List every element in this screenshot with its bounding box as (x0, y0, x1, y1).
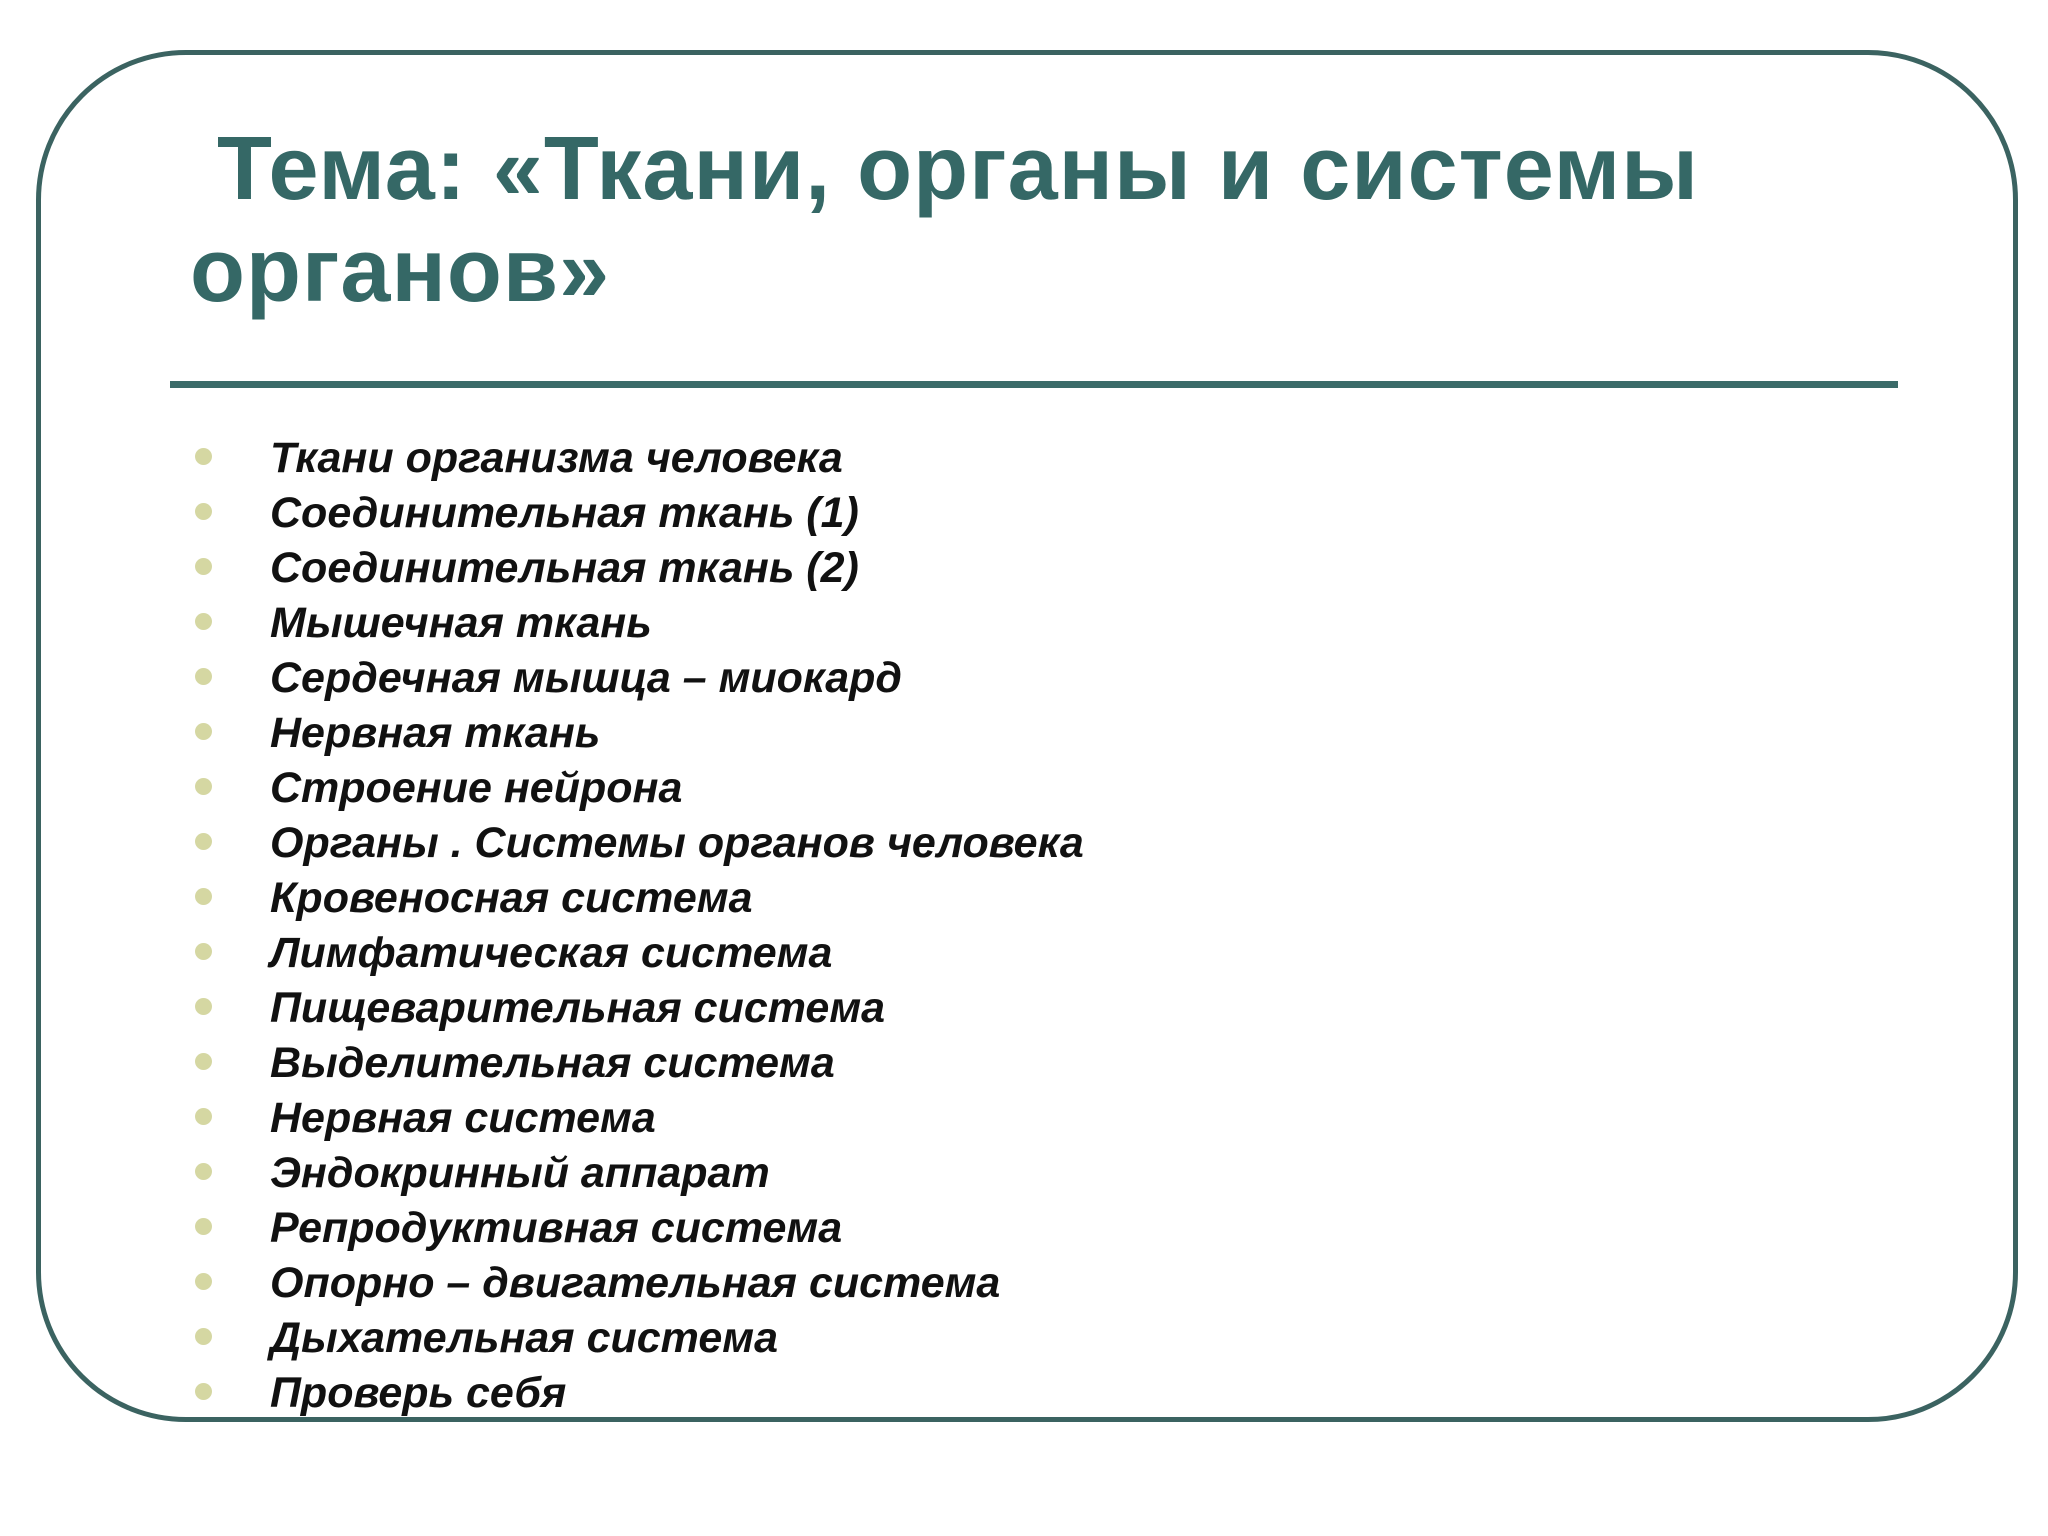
bullet-icon (195, 943, 212, 960)
bullet-icon (195, 1053, 212, 1070)
topic-item-neuron-structure[interactable] (190, 761, 1690, 816)
topic-item-digestive-system[interactable] (190, 981, 1690, 1036)
topic-link[interactable]: Лимфатическая система (270, 929, 833, 977)
topic-item-connective-tissue-2[interactable] (190, 541, 1690, 596)
bullet-icon (195, 668, 212, 685)
topic-item-musculoskeletal-system[interactable] (190, 1256, 1690, 1311)
topic-list (190, 431, 1690, 1421)
topic-item-tissues-human[interactable] (190, 431, 1690, 486)
bullet-icon (195, 833, 212, 850)
bullet-icon (195, 778, 212, 795)
bullet-icon (195, 613, 212, 630)
topic-link[interactable]: Нервная система (270, 1094, 656, 1142)
bullet-icon (195, 998, 212, 1015)
topic-link[interactable]: Сердечная мышца – миокард (270, 654, 903, 702)
topic-link[interactable]: Пищеварительная система (270, 984, 886, 1032)
topic-item-endocrine-apparatus[interactable] (190, 1146, 1690, 1201)
topic-link[interactable]: Нервная ткань (270, 709, 601, 757)
topic-item-excretory-system[interactable] (190, 1036, 1690, 1091)
topic-link[interactable]: Репродуктивная система (270, 1204, 843, 1252)
topic-link[interactable]: Эндокринный аппарат (270, 1149, 770, 1197)
topic-link[interactable]: Мышечная ткань (270, 599, 652, 647)
topic-link[interactable]: Выделительная система (270, 1039, 835, 1087)
bullet-icon (195, 1218, 212, 1235)
topic-item-self-check[interactable] (190, 1366, 1690, 1421)
topic-item-nervous-system[interactable] (190, 1091, 1690, 1146)
bullet-icon (195, 448, 212, 465)
topic-item-lymphatic-system[interactable] (190, 926, 1690, 981)
topic-link[interactable]: Органы . Системы органов человека (270, 819, 1084, 867)
topic-item-muscle-tissue[interactable] (190, 596, 1690, 651)
topic-item-circulatory-system[interactable] (190, 871, 1690, 926)
topic-link[interactable]: Проверь себя (270, 1369, 567, 1417)
bullet-icon (195, 1108, 212, 1125)
bullet-icon (195, 1273, 212, 1290)
topic-link[interactable]: Опорно – двигательная система (270, 1259, 1001, 1307)
topic-link[interactable]: Дыхательная система (270, 1314, 778, 1362)
topic-link[interactable]: Строение нейрона (270, 764, 683, 812)
bullet-icon (195, 1328, 212, 1345)
topic-link[interactable]: Кровеносная система (270, 874, 753, 922)
bullet-icon (195, 1383, 212, 1400)
title-divider (170, 381, 1898, 388)
topic-link[interactable]: Соединительная ткань (1) (270, 489, 859, 537)
topic-link[interactable]: Соединительная ткань (2) (270, 544, 859, 592)
bullet-icon (195, 1163, 212, 1180)
topic-item-organ-systems[interactable] (190, 816, 1690, 871)
bullet-icon (195, 558, 212, 575)
topic-item-nervous-tissue[interactable] (190, 706, 1690, 761)
slide-title: Тема: «Ткани, органы и системы органов» (190, 119, 1700, 321)
topic-item-reproductive-system[interactable] (190, 1201, 1690, 1256)
topic-item-myocardium[interactable] (190, 651, 1690, 706)
topic-item-connective-tissue-1[interactable] (190, 486, 1690, 541)
bullet-icon (195, 888, 212, 905)
bullet-icon (195, 503, 212, 520)
topic-link[interactable]: Ткани организма человека (270, 434, 843, 482)
topic-item-respiratory-system[interactable] (190, 1311, 1690, 1366)
bullet-icon (195, 723, 212, 740)
